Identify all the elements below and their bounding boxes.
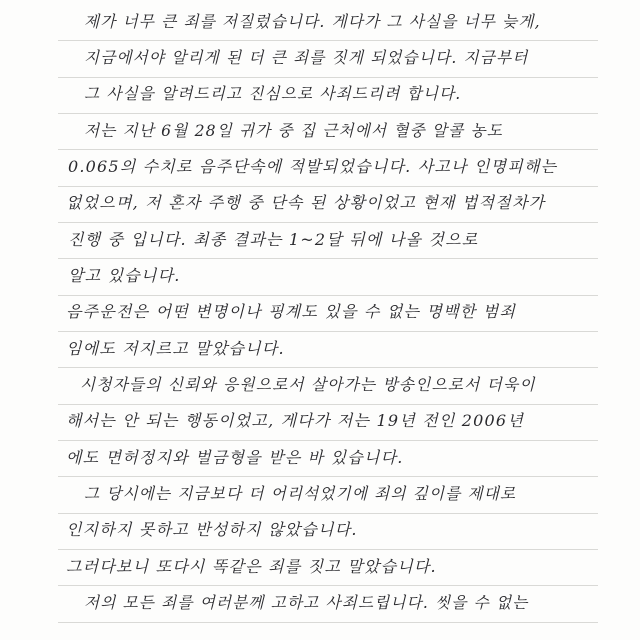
letter-line: 그 당시에는 지금보다 더 어리석었기에 죄의 깊이를 제대로: [84, 484, 517, 503]
ruled-line: [58, 186, 598, 187]
letter-line: 해서는 안 되는 행동이었고, 게다가 저는 19년 전인 2006년: [66, 411, 524, 430]
letter-line: 0.065의 수치로 음주단속에 적발되었습니다. 사고나 인명피해는: [68, 157, 558, 176]
letter-line: 음주운전은 어떤 변명이나 핑계도 있을 수 없는 명백한 범죄: [66, 302, 517, 321]
letter-line: 시청자들의 신뢰와 응원으로서 살아가는 방송인으로서 더욱이: [80, 375, 536, 394]
letter-line: 인지하지 못하고 반성하지 않았습니다.: [66, 520, 358, 539]
ruled-line: [58, 513, 598, 514]
letter-line: 임에도 저지르고 말았습니다.: [66, 339, 285, 358]
ruled-line: [58, 549, 598, 550]
ruled-line: [58, 40, 598, 41]
ruled-line: [58, 113, 598, 114]
letter-line: 제가 너무 큰 죄를 저질렀습니다. 게다가 그 사실을 너무 늦게,: [84, 12, 541, 31]
ruled-line: [58, 258, 598, 259]
letter-line: 진행 중 입니다. 최종 결과는 1~2달 뒤에 나올 것으로: [68, 230, 479, 249]
letter-line: 에도 면허정지와 벌금형을 받은 바 있습니다.: [66, 448, 404, 467]
letter-line: 없었으며, 저 혼자 주행 중 단속 된 상황이었고 현재 법적절차가: [66, 193, 546, 212]
ruled-line: [58, 222, 598, 223]
letter-line: 그러다보니 또다시 똑같은 죄를 짓고 말았습니다.: [66, 557, 437, 576]
ruled-line: [58, 331, 598, 332]
ruled-line: [58, 367, 598, 368]
ruled-line: [58, 295, 598, 296]
ruled-line: [58, 149, 598, 150]
ruled-line: [58, 77, 598, 78]
ruled-line: [58, 440, 598, 441]
letter-line: 지금에서야 알리게 된 더 큰 죄를 짓게 되었습니다. 지금부터: [84, 48, 529, 67]
letter-line: 알고 있습니다.: [68, 266, 181, 285]
letter-line: 저는 지난 6월 28일 귀가 중 집 근처에서 혈중 알콜 농도: [84, 121, 503, 140]
ruled-line: [58, 404, 598, 405]
ruled-line: [58, 476, 598, 477]
letter-line: 저의 모든 죄를 여러분께 고하고 사죄드립니다. 씻을 수 없는: [84, 593, 529, 612]
letter-line: 그 사실을 알려드리고 진심으로 사죄드리려 합니다.: [84, 84, 462, 103]
ruled-line: [58, 585, 598, 586]
ruled-line: [58, 622, 598, 623]
